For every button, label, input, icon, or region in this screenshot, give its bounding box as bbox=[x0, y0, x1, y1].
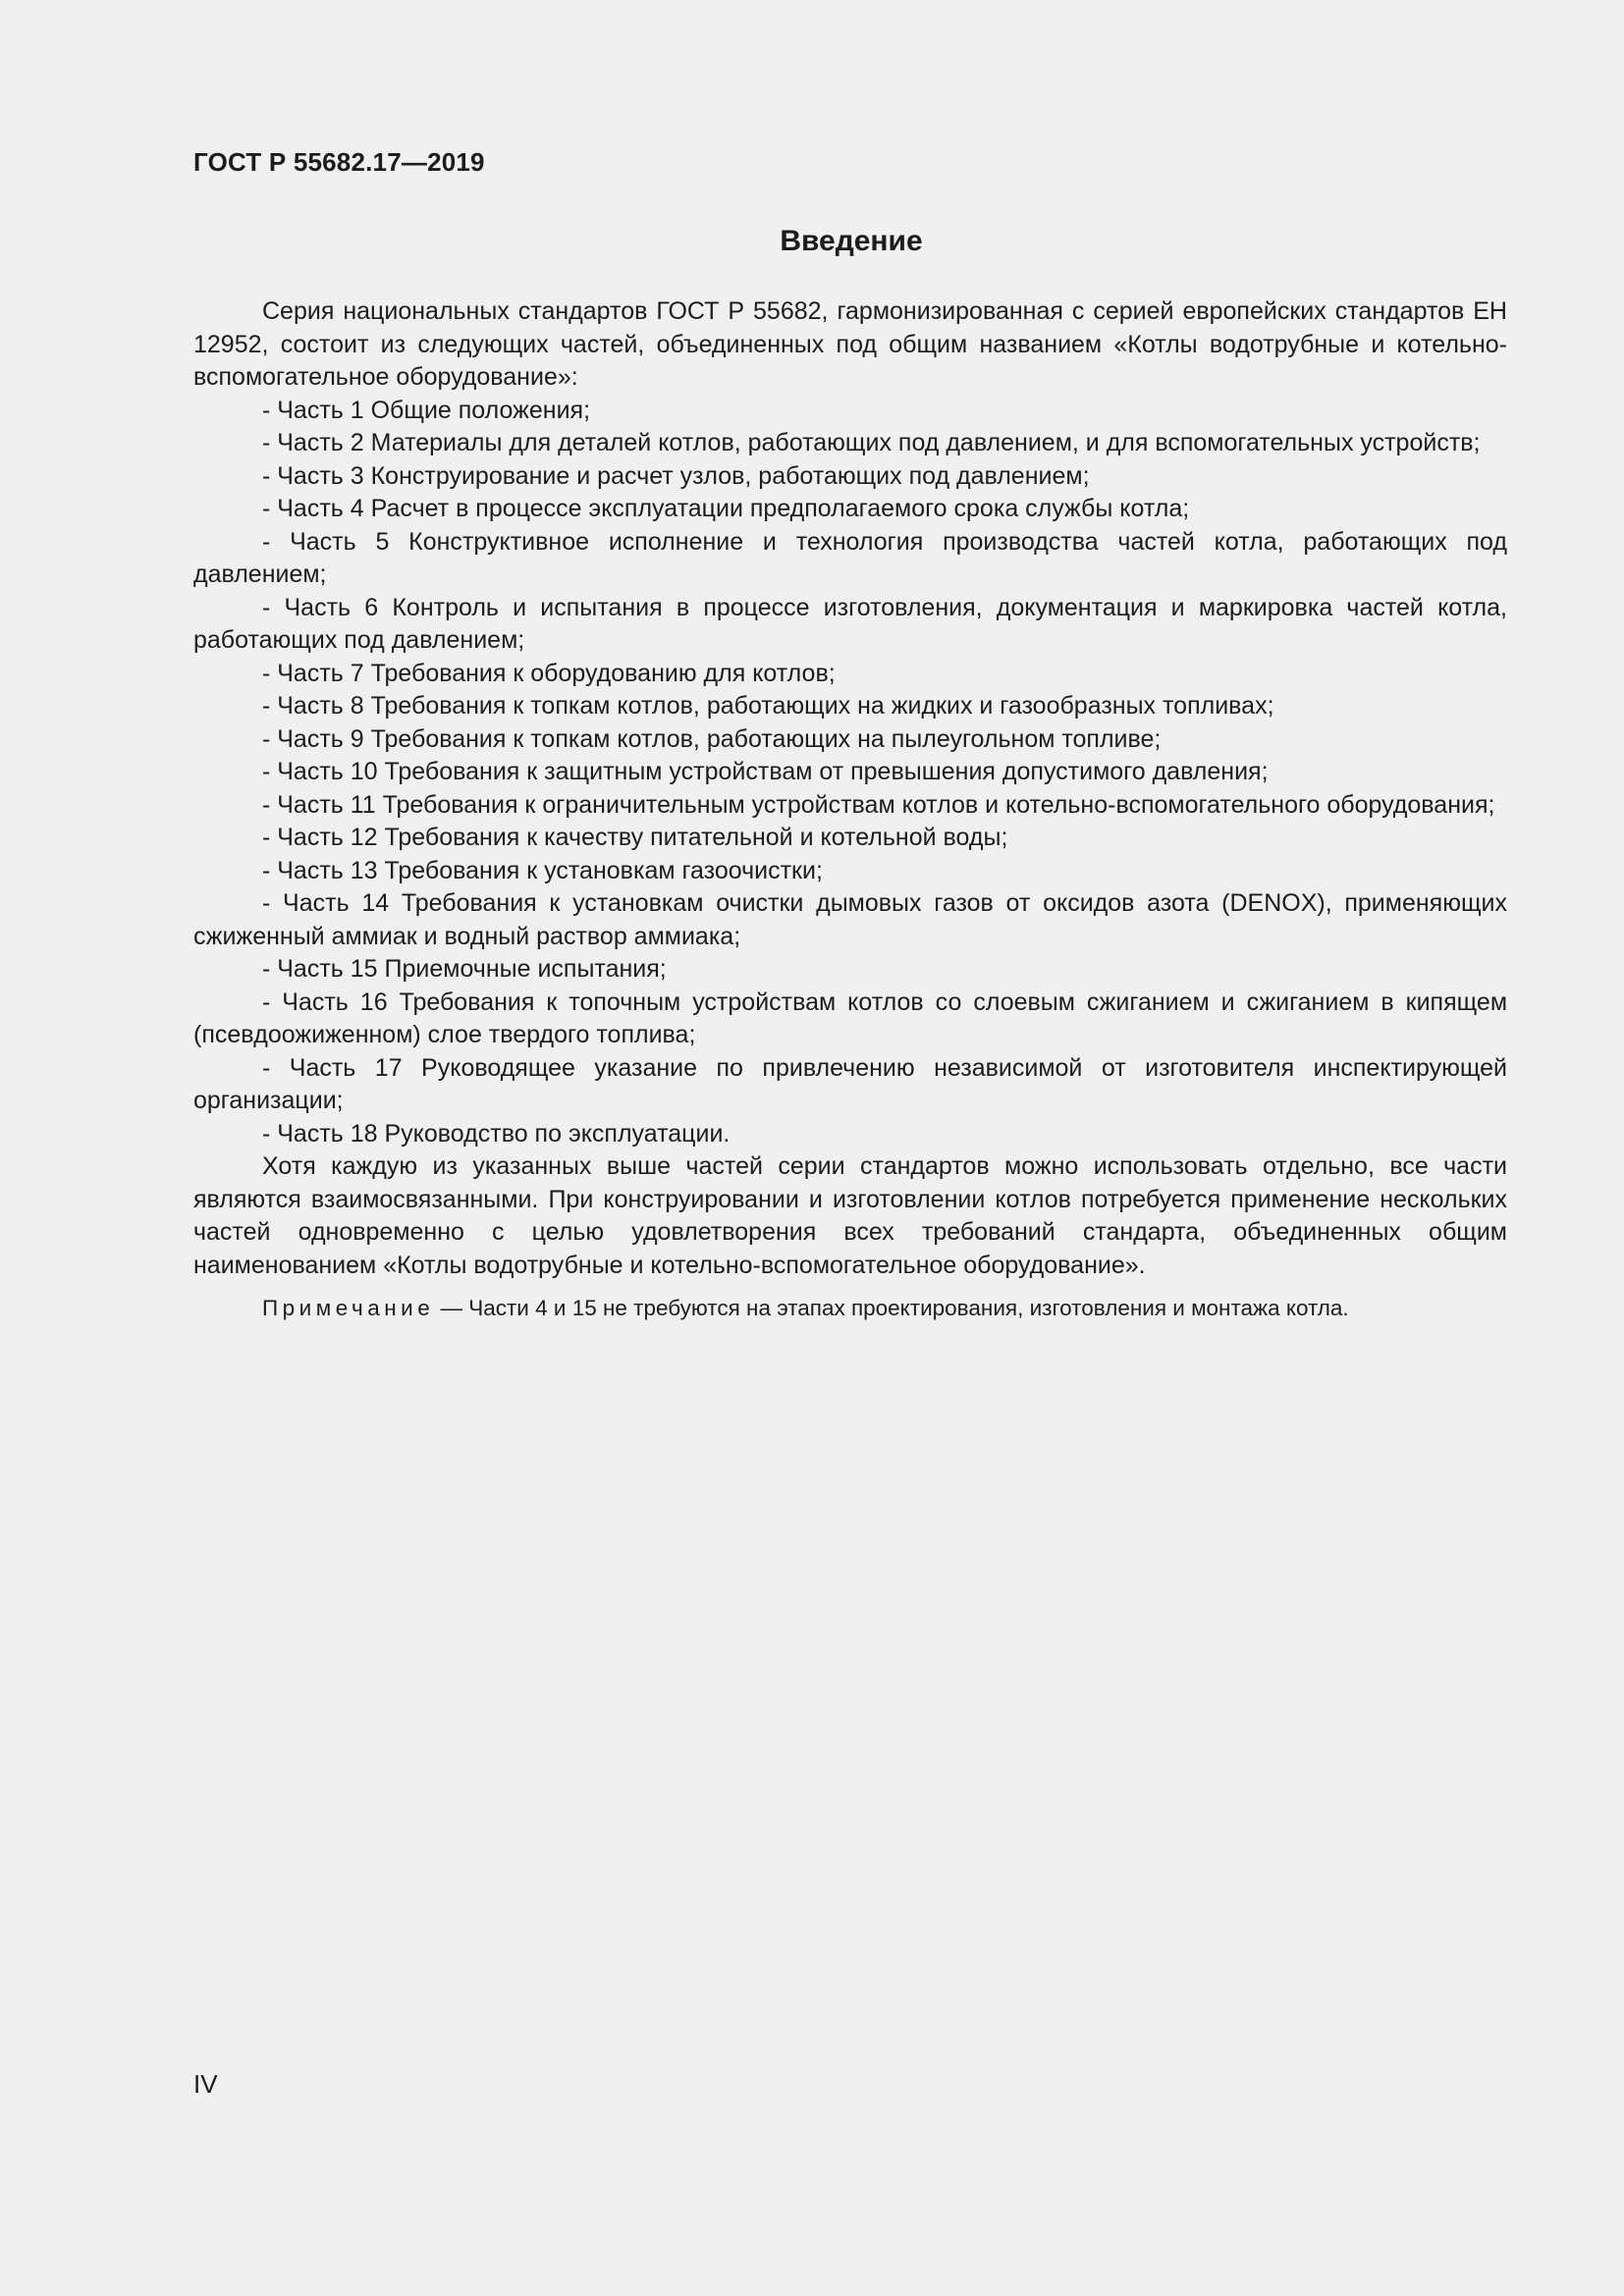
part-item: - Часть 6 Контроль и испытания в процессе изготовления, документация и маркировка частей котла, работающих под давлением; bbox=[193, 593, 1507, 654]
part-item: - Часть 4 Расчет в процессе эксплуатации предполагаемого срока службы котла; bbox=[262, 495, 1190, 522]
note-label: Примечание bbox=[262, 1296, 435, 1320]
part-item: - Часть 9 Требования к топкам котлов, работающих на пылеугольном топливе; bbox=[262, 724, 1162, 753]
document-code: ГОСТ Р 55682.17—2019 bbox=[193, 147, 485, 177]
part-item: - Часть 2 Материалы для деталей котлов, работающих под давлением, и для вспомогательных устройств; bbox=[262, 429, 1481, 456]
document-body bbox=[193, 295, 1507, 1325]
part-item: - Часть 13 Требования к установкам газоочистки; bbox=[262, 856, 823, 884]
note-paragraph bbox=[193, 1292, 1507, 1325]
part-item: - Часть 17 Руководящее указание по привлечению независимой от изготовителя инспектирующей организации; bbox=[193, 1053, 1507, 1114]
part-item: - Часть 11 Требования к ограничительным устройствам котлов и котельно-вспомогательного оборудования; bbox=[262, 790, 1495, 819]
part-item: - Часть 8 Требования к топкам котлов, работающих на жидких и газообразных топливах; bbox=[262, 692, 1274, 720]
note-text: — Части 4 и 15 не требуются на этапах проектирования, изготовления и монтажа котла. bbox=[434, 1296, 1349, 1320]
part-item: - Часть 5 Конструктивное исполнение и технология производства частей котла, работающих под давлением; bbox=[193, 527, 1507, 588]
part-item: - Часть 1 Общие положения; bbox=[262, 396, 591, 424]
closing-paragraph: Хотя каждую из указанных выше частей серии стандартов можно использовать отдельно, все части являются взаимосвязанными. При конструировании и изготовлении котлов потребуется применение нескольких частей одновременно с целью удовлетворения всех требований стандарта, объединенных общим наименованием «Котлы водотрубные и котельно-вспомогательное оборудование». bbox=[193, 1152, 1507, 1279]
part-item: - Часть 10 Требования к защитным устройствам от превышения допустимого давления; bbox=[262, 758, 1269, 785]
part-item: - Часть 7 Требования к оборудованию для котлов; bbox=[262, 659, 836, 687]
intro-paragraph: Серия национальных стандартов ГОСТ Р 55682, гармонизированная с серией европейских стандартов ЕН 12952, состоит из следующих частей, объединенных под общим названием «Котлы водотрубные и котельно-вспомогательное оборудование»: bbox=[193, 297, 1507, 391]
part-item: - Часть 14 Требования к установкам очистки дымовых газов от оксидов азота (DENOX), применяющих сжиженный аммиак и водный раствор аммиака; bbox=[193, 889, 1507, 950]
part-item: - Часть 12 Требования к качеству питательной и котельной воды; bbox=[262, 824, 1008, 851]
part-item: - Часть 15 Приемочные испытания; bbox=[262, 955, 667, 983]
page-number: IV bbox=[193, 2069, 218, 2099]
section-title: Введение bbox=[780, 225, 923, 257]
part-item: - Часть 3 Конструирование и расчет узлов, работающих под давлением; bbox=[262, 461, 1090, 490]
part-item: - Часть 18 Руководство по эксплуатации. bbox=[262, 1119, 731, 1148]
part-item: - Часть 16 Требования к топочным устройствам котлов со слоевым сжиганием и сжиганием в кипящем (псевдоожиженном) слое твердого топлива; bbox=[193, 988, 1507, 1048]
